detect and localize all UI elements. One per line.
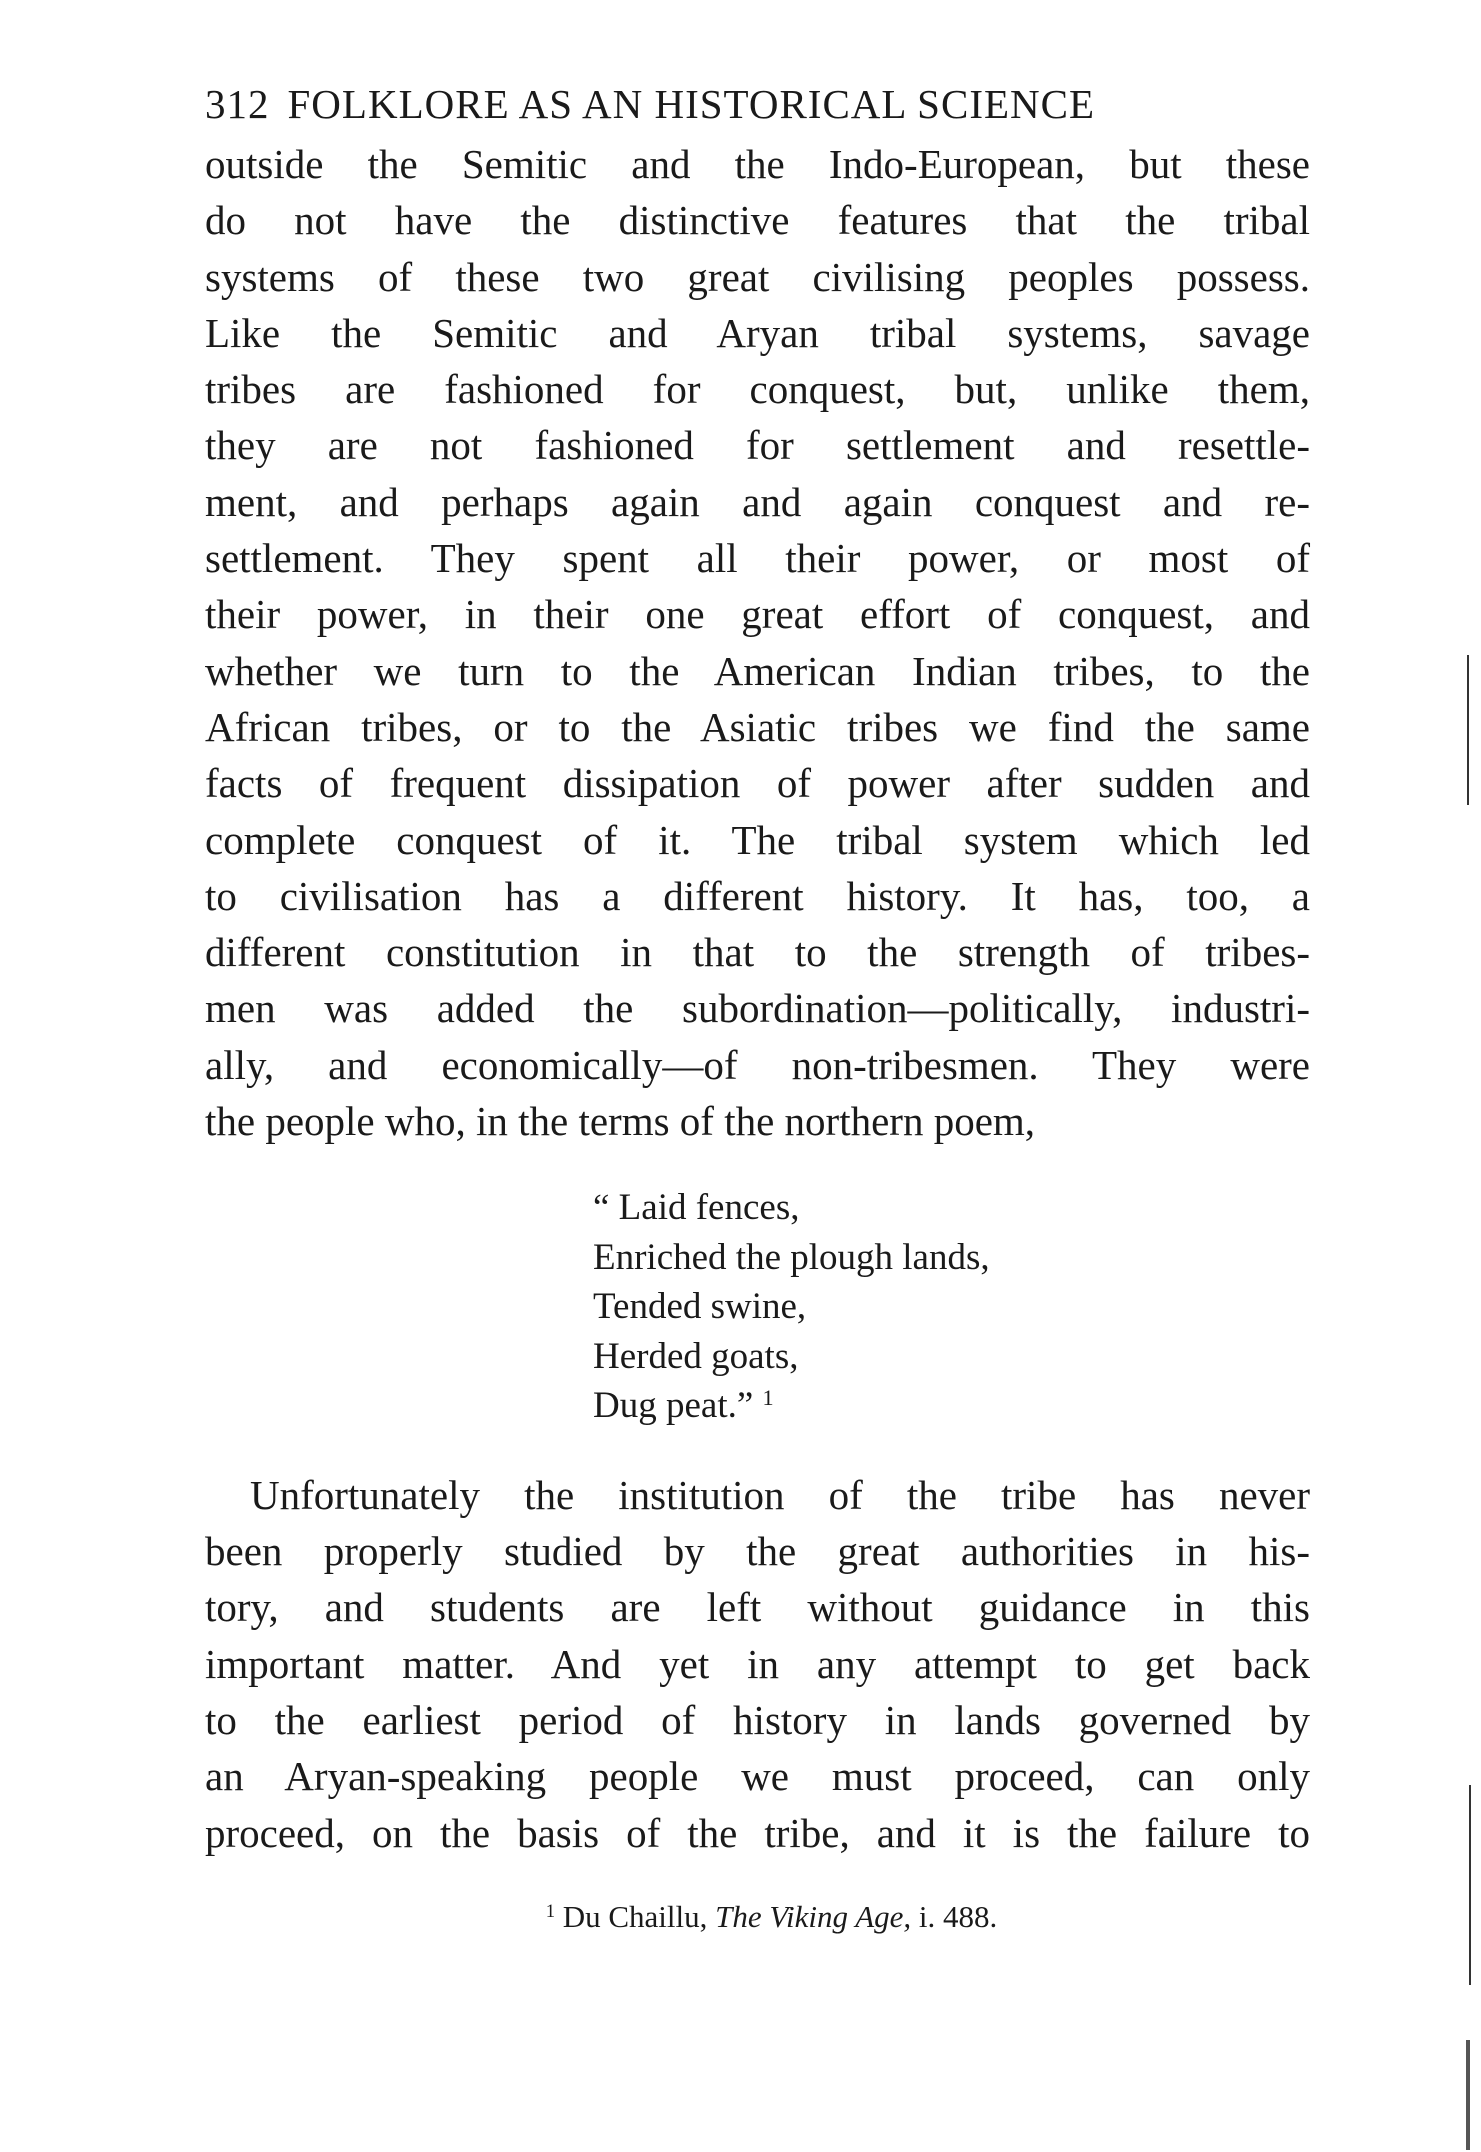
paragraph-2 <box>205 1467 1310 1861</box>
book-page <box>205 80 1310 1937</box>
text-line: ment, and perhaps again and again conquest and re- <box>205 478 1310 525</box>
poem-line: Tended swine, <box>593 1286 807 1328</box>
text-line: their power, in their one great effort of conquest, and <box>205 591 1310 638</box>
text-line: ally, and economically—of non-tribesmen. They were <box>205 1041 1310 1088</box>
running-title: FOLKLORE AS AN HISTORICAL SCIENCE <box>287 81 1096 127</box>
footnote-reference-text: i. 488. <box>918 1898 998 1934</box>
text-line: to the earliest period of history in lands governed by <box>205 1697 1310 1744</box>
text-line: Unfortunately the institution of the tribe has never <box>250 1471 1310 1518</box>
page-number: 312 <box>205 81 270 127</box>
text-line: do not have the distinctive features that the tribal <box>205 197 1310 244</box>
poem-line: Enriched the plough lands, <box>593 1236 990 1278</box>
text-line: different constitution in that to the strength of tribes- <box>205 929 1310 976</box>
footnote-title: The Viking Age, <box>715 1898 912 1934</box>
scan-artifact-line <box>1469 1785 1471 1985</box>
text-line: to civilisation has a different history. It has, too, a <box>205 872 1310 919</box>
running-header <box>205 80 1310 128</box>
text-line: whether we turn to the American Indian tribes, to the <box>205 647 1310 694</box>
scan-artifact-line <box>1467 655 1469 805</box>
paragraph-1 <box>205 136 1310 1149</box>
text-line: Like the Semitic and Aryan tribal systems, savage <box>205 309 1310 356</box>
poem-line <box>593 1381 1310 1431</box>
poem-line: Herded goats, <box>593 1335 799 1377</box>
text-line: outside the Semitic and the Indo-European, but these <box>205 141 1310 187</box>
text-line: settlement. They spent all their power, or most of <box>205 535 1310 582</box>
text-line: men was added the subordination—politically, industri- <box>205 985 1310 1032</box>
text-line: African tribes, or to the Asiatic tribes we find the same <box>205 703 1310 750</box>
poem-line: “ Laid fences, <box>593 1187 800 1229</box>
text-line: proceed, on the basis of the tribe, and it is the failure to <box>205 1809 1310 1856</box>
footnote <box>205 1897 1310 1937</box>
text-line: systems of these two great civilising peoples possess. <box>205 253 1310 300</box>
text-line: important matter. And yet in any attempt to get back <box>205 1640 1310 1687</box>
footnote-reference: 1 <box>762 1385 774 1411</box>
footnote-marker: 1 <box>545 1900 555 1922</box>
text-line: tory, and students are left without guidance in this <box>205 1584 1310 1631</box>
footnote-author: Du Chaillu, <box>562 1898 708 1934</box>
poem-quote <box>593 1183 1310 1431</box>
text-line: been properly studied by the great authorities in his- <box>205 1528 1310 1575</box>
text-line: facts of frequent dissipation of power after sudden and <box>205 760 1310 807</box>
text-line: complete conquest of it. The tribal system which led <box>205 816 1310 863</box>
text-line: the people who, in the terms of the northern poem, <box>205 1098 1036 1145</box>
text-line: they are not fashioned for settlement and resettle- <box>205 422 1310 469</box>
poem-last-line-text: Dug peat.” <box>593 1385 754 1427</box>
text-line: tribes are fashioned for conquest, but, unlike them, <box>205 366 1310 413</box>
text-line: an Aryan-speaking people we must proceed, can only <box>205 1753 1310 1800</box>
scan-artifact-line <box>1466 2040 1470 2150</box>
